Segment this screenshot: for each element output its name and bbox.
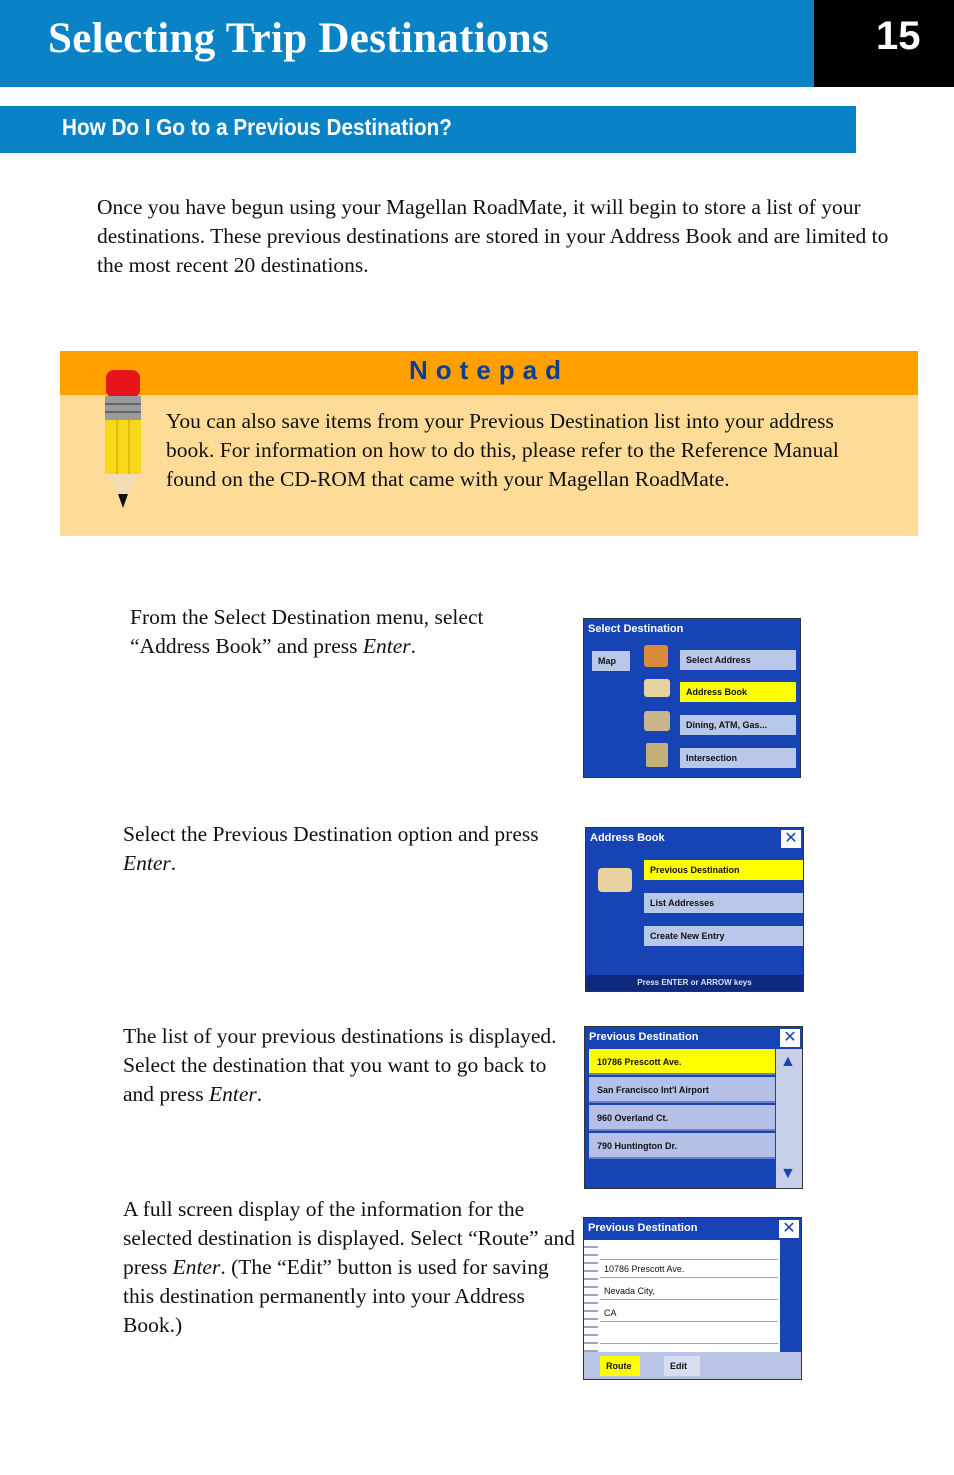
intro-paragraph: Once you have begun using your Magellan RoadMate, it will begin to store a list of your destinations. These previous destinations are stored in your Address Book and are limited to the most recent 20 destinations. bbox=[97, 195, 889, 277]
book-icon bbox=[644, 679, 670, 697]
list-item: 960 Overland Ct. bbox=[589, 1105, 775, 1131]
address-book-screenshot bbox=[585, 827, 804, 992]
footer-bar: Press ENTER or ARROW keys bbox=[586, 975, 803, 991]
page-number: 15 bbox=[876, 14, 921, 58]
previous-destination-detail-screenshot bbox=[583, 1217, 802, 1380]
menu-list-addresses: List Addresses bbox=[644, 893, 804, 913]
screen-title: Select Destination bbox=[588, 623, 684, 635]
list-item: 790 Huntington Dr. bbox=[589, 1133, 775, 1159]
notebook-binding bbox=[584, 1240, 598, 1352]
scroll-down-icon: ▼ bbox=[780, 1165, 796, 1182]
list-item: San Francisco Int'l Airport bbox=[589, 1077, 775, 1103]
previous-destination-list-screenshot bbox=[584, 1026, 803, 1189]
scroll-up-icon: ▲ bbox=[780, 1053, 796, 1070]
menu-select-address: Select Address bbox=[680, 650, 796, 670]
menu-intersection: Intersection bbox=[680, 748, 796, 768]
detail-field-address: 10786 Prescott Ave. bbox=[600, 1260, 778, 1278]
screen-title: Previous Destination bbox=[589, 1031, 699, 1043]
step-3-text: The list of your previous destinations is displayed. Select the destination that you want to go back to and press Enter. bbox=[123, 1024, 557, 1106]
step-4-text: A full screen display of the information for the selected destination is displayed. Select “Route” and press Enter. (The “Edit” button is used for saving this destination permanently into your Address Book.) bbox=[123, 1197, 575, 1337]
detail-field-empty bbox=[600, 1242, 778, 1260]
route-button: Route bbox=[600, 1356, 640, 1376]
address-icon bbox=[644, 645, 668, 667]
map-button: Map bbox=[592, 651, 630, 671]
list-item: 10786 Prescott Ave. bbox=[589, 1049, 775, 1075]
menu-create-new-entry: Create New Entry bbox=[644, 926, 804, 946]
dining-icon bbox=[644, 711, 670, 731]
select-destination-screenshot bbox=[583, 618, 801, 778]
menu-dining: Dining, ATM, Gas... bbox=[680, 715, 796, 735]
detail-field-city: Nevada City, bbox=[600, 1282, 778, 1300]
edit-button: Edit bbox=[664, 1356, 700, 1376]
menu-address-book: Address Book bbox=[680, 682, 796, 702]
intersection-icon bbox=[646, 743, 668, 767]
detail-field-empty bbox=[600, 1326, 778, 1344]
page-title: Selecting Trip Destinations bbox=[48, 15, 550, 62]
notepad-text: You can also save items from your Previous Destination list into your address book. For information on how to do this, please refer to the Reference Manual found on the CD-ROM that came with your Magellan RoadMate. bbox=[166, 409, 839, 491]
screen-title: Previous Destination bbox=[588, 1222, 698, 1234]
close-icon: ✕ bbox=[779, 1220, 799, 1238]
section-title: How Do I Go to a Previous Destination? bbox=[62, 114, 452, 140]
menu-previous-destination: Previous Destination bbox=[644, 860, 804, 880]
close-icon: ✕ bbox=[780, 1029, 800, 1047]
notepad-title: Notepad bbox=[409, 355, 569, 385]
step-2-text: Select the Previous Destination option and press Enter. bbox=[123, 822, 539, 875]
detail-field-state: CA bbox=[600, 1304, 778, 1322]
close-icon: ✕ bbox=[781, 830, 801, 848]
step-1-text: From the Select Destination menu, select “Address Book” and press Enter. bbox=[130, 605, 484, 658]
book-icon bbox=[598, 868, 632, 892]
pencil-icon bbox=[100, 368, 144, 514]
screen-title: Address Book bbox=[590, 832, 665, 844]
